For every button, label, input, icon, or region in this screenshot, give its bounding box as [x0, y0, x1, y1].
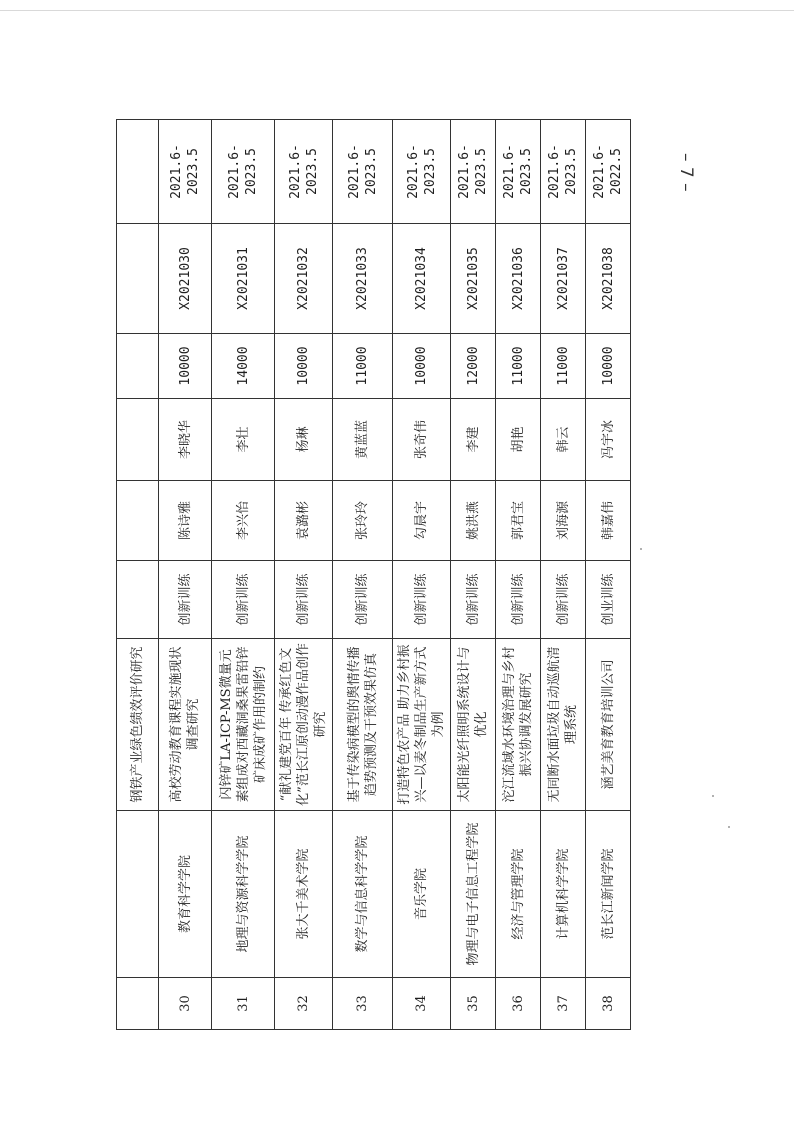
cell-type: 创新训练 — [393, 561, 451, 639]
cell-code: X2021032 — [275, 224, 333, 334]
cell-code: X2021031 — [212, 224, 275, 334]
cell-college: 范长江新闻学院 — [586, 811, 631, 978]
scan-speck — [728, 826, 730, 828]
cell-period — [117, 120, 159, 224]
cell-no: 38 — [586, 978, 631, 1030]
cell-type: 创新训练 — [451, 561, 496, 639]
cell-period: 2021.6-2023.5 — [333, 120, 393, 224]
cell-leader: 郭君宝 — [496, 481, 541, 561]
cell-leader: 李兴怡 — [212, 481, 275, 561]
cell-advisor: 黄蓝蓝 — [333, 399, 393, 481]
scan-edge-line — [0, 10, 794, 11]
cell-fund: 10000 — [159, 334, 212, 399]
cell-project: 打造特色农产品 助力乡村振兴—以麦冬制品生产新方式为例 — [393, 639, 451, 811]
cell-fund: 10000 — [275, 334, 333, 399]
cell-advisor: 张奇伟 — [393, 399, 451, 481]
cell-college: 数学与信息科学学院 — [333, 811, 393, 978]
cell-advisor: 韩云 — [541, 399, 586, 481]
cell-period: 2021.6-2023.5 — [159, 120, 212, 224]
cell-project: “献礼建党百年 传承红色文化”范长江原创动漫作品创作研究 — [275, 639, 333, 811]
table-row — [393, 120, 451, 1030]
cell-project: 闪锌矿LA-ICP-MS微量元素组成对西藏洞桑果雷铅锌矿床成矿作用的制约 — [212, 639, 275, 811]
cell-period: 2021.6-2023.5 — [212, 120, 275, 224]
cell-no: 37 — [541, 978, 586, 1030]
table-row — [496, 120, 541, 1030]
cell-type: 创新训练 — [275, 561, 333, 639]
cell-project: 基于传染病模型的舆情传播趋势预测及干预效果仿真 — [333, 639, 393, 811]
cell-type: 创新训练 — [541, 561, 586, 639]
cell-type: 创新训练 — [159, 561, 212, 639]
table-row — [451, 120, 496, 1030]
cell-advisor — [117, 399, 159, 481]
cell-leader: 刘海源 — [541, 481, 586, 561]
cell-college: 音乐学院 — [393, 811, 451, 978]
rotated-table-wrapper — [116, 120, 630, 1030]
cell-leader: 袁潞彬 — [275, 481, 333, 561]
cell-advisor: 杨琳 — [275, 399, 333, 481]
cell-fund — [117, 334, 159, 399]
cell-college: 物理与电子信息工程学院 — [451, 811, 496, 978]
cell-fund: 10000 — [393, 334, 451, 399]
cell-fund: 11000 — [541, 334, 586, 399]
cell-advisor: 李建 — [451, 399, 496, 481]
table-row-continuation — [117, 120, 159, 1030]
cell-code: X2021035 — [451, 224, 496, 334]
cell-period: 2021.6-2023.5 — [275, 120, 333, 224]
cell-code: X2021030 — [159, 224, 212, 334]
cell-no: 30 — [159, 978, 212, 1030]
cell-type: 创新训练 — [212, 561, 275, 639]
cell-code: X2021033 — [333, 224, 393, 334]
cell-no — [117, 978, 159, 1030]
cell-period: 2021.6-2022.5 — [586, 120, 631, 224]
cell-project: 高校劳动教育课程实施现状调查研究 — [159, 639, 212, 811]
cell-fund: 11000 — [496, 334, 541, 399]
cell-period: 2021.6-2023.5 — [496, 120, 541, 224]
table-row — [586, 120, 631, 1030]
cell-fund: 14000 — [212, 334, 275, 399]
table-row — [541, 120, 586, 1030]
cell-type: 创新训练 — [333, 561, 393, 639]
cell-no: 35 — [451, 978, 496, 1030]
cell-project: 沱江流域水环境治理与乡村振兴协调发展研究 — [496, 639, 541, 811]
cell-type — [117, 561, 159, 639]
cell-leader — [117, 481, 159, 561]
cell-advisor: 胡艳 — [496, 399, 541, 481]
cell-code: X2021037 — [541, 224, 586, 334]
cell-leader: 张玲玲 — [333, 481, 393, 561]
cell-no: 32 — [275, 978, 333, 1030]
cell-leader: 勾晨宇 — [393, 481, 451, 561]
cell-period: 2021.6-2023.5 — [393, 120, 451, 224]
cell-leader: 姚洪燕 — [451, 481, 496, 561]
table-row — [275, 120, 333, 1030]
cell-project: 太阳能光纤照明系统设计与优化 — [451, 639, 496, 811]
cell-college: 计算机科学学院 — [541, 811, 586, 978]
cell-no: 31 — [212, 978, 275, 1030]
table-row — [159, 120, 212, 1030]
cell-college: 经济与管理学院 — [496, 811, 541, 978]
table-row — [212, 120, 275, 1030]
table-row — [333, 120, 393, 1030]
cell-code: X2021038 — [586, 224, 631, 334]
cell-type: 创新训练 — [496, 561, 541, 639]
cell-no: 33 — [333, 978, 393, 1030]
scan-speck — [712, 795, 714, 797]
page-number: – 7 – — [676, 152, 696, 192]
cell-college: 地理与资源科学学院 — [212, 811, 275, 978]
cell-advisor: 冯宇冰 — [586, 399, 631, 481]
cell-code — [117, 224, 159, 334]
cell-college: 张大千美术学院 — [275, 811, 333, 978]
cell-type: 创业训练 — [586, 561, 631, 639]
cell-code: X2021034 — [393, 224, 451, 334]
cell-leader: 韩嘉伟 — [586, 481, 631, 561]
cell-fund: 12000 — [451, 334, 496, 399]
project-table — [116, 119, 631, 1030]
cell-no: 36 — [496, 978, 541, 1030]
cell-college: 教育科学学院 — [159, 811, 212, 978]
cell-college — [117, 811, 159, 978]
cell-leader: 陈诗雅 — [159, 481, 212, 561]
cell-no: 34 — [393, 978, 451, 1030]
cell-fund: 11000 — [333, 334, 393, 399]
cell-code: X2021036 — [496, 224, 541, 334]
cell-project: 无同断水面垃圾自动巡航清理系统 — [541, 639, 586, 811]
cell-advisor: 李晓华 — [159, 399, 212, 481]
cell-advisor: 李壮 — [212, 399, 275, 481]
cell-fund: 10000 — [586, 334, 631, 399]
cell-period: 2021.6-2023.5 — [541, 120, 586, 224]
scan-speck — [640, 548, 642, 550]
cell-project: 钢铁产业绿色绩效评价研究 — [117, 639, 159, 811]
cell-period: 2021.6-2023.5 — [451, 120, 496, 224]
cell-project: 涵艺美育教育培训公司 — [586, 639, 631, 811]
